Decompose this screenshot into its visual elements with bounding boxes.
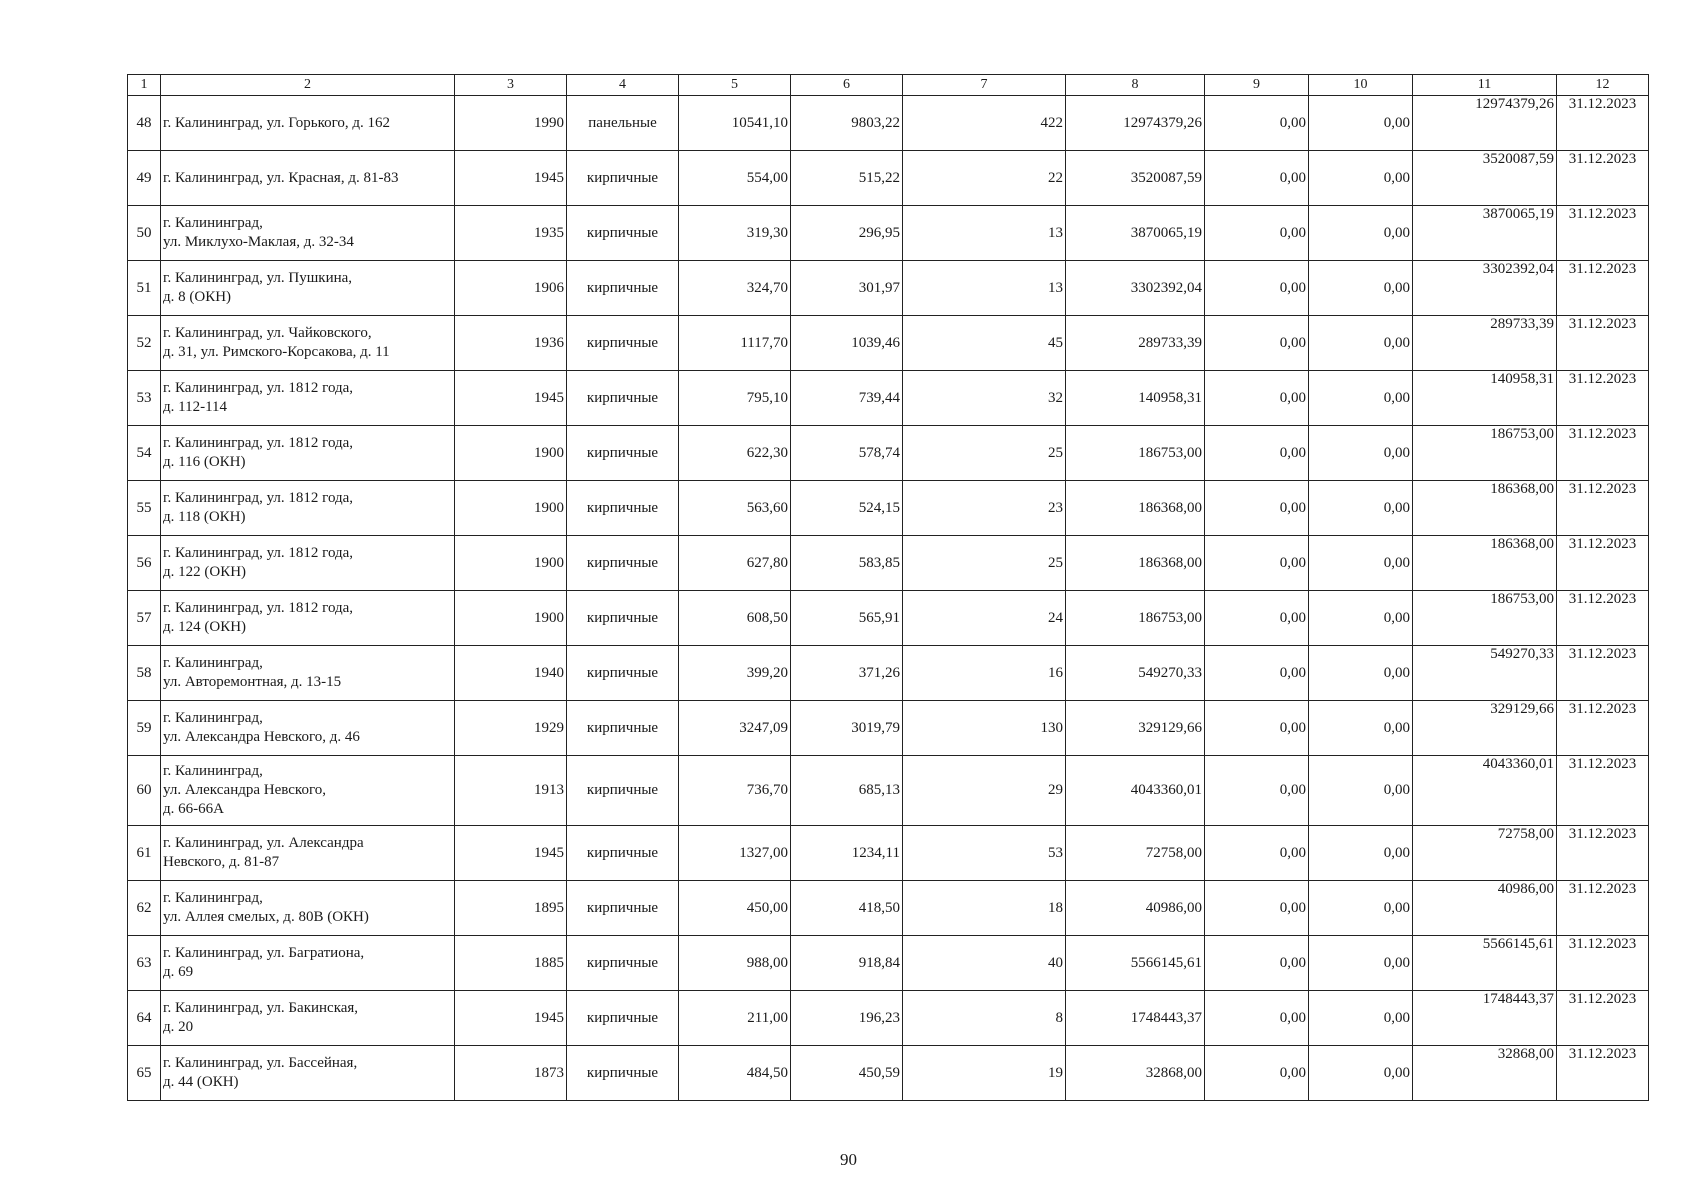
wall-material-cell: кирпичные bbox=[567, 371, 679, 426]
wall-material-cell: кирпичные bbox=[567, 536, 679, 591]
address-cell bbox=[161, 881, 455, 936]
total-cost-cell: 3302392,04 bbox=[1066, 261, 1205, 316]
address-line: г. Калининград, ул. Бассейная, bbox=[163, 1055, 358, 1071]
residents-cell: 422 bbox=[903, 96, 1066, 151]
cost-cell: 186753,00 bbox=[1413, 591, 1557, 646]
address-cell bbox=[161, 536, 455, 591]
wall-material-cell: кирпичные bbox=[567, 426, 679, 481]
cost-cell: 329129,66 bbox=[1413, 701, 1557, 756]
wall-material-cell: панельные bbox=[567, 96, 679, 151]
value-cell: 0,00 bbox=[1205, 206, 1309, 261]
table-row bbox=[128, 536, 1649, 591]
wall-material-cell: кирпичные bbox=[567, 1046, 679, 1101]
value-cell: 0,00 bbox=[1205, 481, 1309, 536]
address-line: д. 20 bbox=[163, 1019, 194, 1035]
residents-cell: 24 bbox=[903, 591, 1066, 646]
total-cost-cell: 1748443,37 bbox=[1066, 991, 1205, 1046]
cost-cell: 3302392,04 bbox=[1413, 261, 1557, 316]
value-cell: 0,00 bbox=[1309, 426, 1413, 481]
total-cost-cell: 289733,39 bbox=[1066, 316, 1205, 371]
address-cell bbox=[161, 826, 455, 881]
address-line: г. Калининград, bbox=[163, 655, 263, 671]
total-cost-cell: 12974379,26 bbox=[1066, 96, 1205, 151]
address-cell bbox=[161, 701, 455, 756]
page-number: 90 bbox=[840, 1150, 857, 1169]
address-cell bbox=[161, 316, 455, 371]
column-header: 1 bbox=[128, 75, 161, 96]
total-cost-cell: 186368,00 bbox=[1066, 536, 1205, 591]
total-cost-cell: 40986,00 bbox=[1066, 881, 1205, 936]
cost-cell: 32868,00 bbox=[1413, 1046, 1557, 1101]
address-cell bbox=[161, 936, 455, 991]
value-cell: 0,00 bbox=[1205, 1046, 1309, 1101]
wall-material-cell: кирпичные bbox=[567, 316, 679, 371]
year-cell: 1929 bbox=[455, 701, 567, 756]
date-cell: 31.12.2023 bbox=[1557, 591, 1649, 646]
cost-cell: 4043360,01 bbox=[1413, 756, 1557, 826]
living-area-cell: 918,84 bbox=[791, 936, 903, 991]
address-line: г. Калининград, bbox=[163, 215, 263, 231]
value-cell: 0,00 bbox=[1205, 646, 1309, 701]
address-line: г. Калининград, bbox=[163, 890, 263, 906]
address-line: д. 31, ул. Римского-Корсакова, д. 11 bbox=[163, 344, 390, 360]
address-line: д. 122 (ОКН) bbox=[163, 564, 247, 580]
residents-cell: 40 bbox=[903, 936, 1066, 991]
address-line: д. 118 (ОКН) bbox=[163, 509, 246, 525]
column-number-header bbox=[128, 75, 1649, 96]
value-cell: 0,00 bbox=[1309, 591, 1413, 646]
address-cell bbox=[161, 481, 455, 536]
total-cost-cell: 3520087,59 bbox=[1066, 151, 1205, 206]
row-number-cell: 59 bbox=[128, 701, 161, 756]
column-header: 6 bbox=[791, 75, 903, 96]
value-cell: 0,00 bbox=[1205, 591, 1309, 646]
residents-cell: 25 bbox=[903, 426, 1066, 481]
value-cell: 0,00 bbox=[1309, 96, 1413, 151]
date-cell: 31.12.2023 bbox=[1557, 881, 1649, 936]
address-line: г. Калининград, bbox=[163, 763, 263, 779]
total-cost-cell: 549270,33 bbox=[1066, 646, 1205, 701]
date-cell: 31.12.2023 bbox=[1557, 481, 1649, 536]
value-cell: 0,00 bbox=[1309, 151, 1413, 206]
address-line: ул. Миклухо-Маклая, д. 32-34 bbox=[163, 234, 354, 250]
table-row bbox=[128, 826, 1649, 881]
year-cell: 1945 bbox=[455, 371, 567, 426]
residents-cell: 19 bbox=[903, 1046, 1066, 1101]
total-cost-cell: 186753,00 bbox=[1066, 591, 1205, 646]
wall-material-cell: кирпичные bbox=[567, 151, 679, 206]
date-cell: 31.12.2023 bbox=[1557, 316, 1649, 371]
row-number-cell: 52 bbox=[128, 316, 161, 371]
address-line: г. Калининград, ул. 1812 года, bbox=[163, 545, 354, 561]
area-cell: 627,80 bbox=[679, 536, 791, 591]
date-cell: 31.12.2023 bbox=[1557, 206, 1649, 261]
column-header: 10 bbox=[1309, 75, 1413, 96]
residents-cell: 16 bbox=[903, 646, 1066, 701]
cost-cell: 186368,00 bbox=[1413, 481, 1557, 536]
wall-material-cell: кирпичные bbox=[567, 826, 679, 881]
table-row bbox=[128, 991, 1649, 1046]
wall-material-cell: кирпичные bbox=[567, 206, 679, 261]
area-cell: 1117,70 bbox=[679, 316, 791, 371]
address-cell bbox=[161, 591, 455, 646]
wall-material-cell: кирпичные bbox=[567, 481, 679, 536]
address-line: г. Калининград, ул. Багратиона, bbox=[163, 945, 365, 961]
row-number-cell: 64 bbox=[128, 991, 161, 1046]
area-cell: 563,60 bbox=[679, 481, 791, 536]
value-cell: 0,00 bbox=[1309, 991, 1413, 1046]
living-area-cell: 296,95 bbox=[791, 206, 903, 261]
value-cell: 0,00 bbox=[1205, 881, 1309, 936]
living-area-cell: 450,59 bbox=[791, 1046, 903, 1101]
year-cell: 1900 bbox=[455, 426, 567, 481]
column-header: 3 bbox=[455, 75, 567, 96]
living-area-cell: 196,23 bbox=[791, 991, 903, 1046]
address-cell bbox=[161, 646, 455, 701]
table-row bbox=[128, 481, 1649, 536]
value-cell: 0,00 bbox=[1205, 261, 1309, 316]
table-row bbox=[128, 591, 1649, 646]
area-cell: 608,50 bbox=[679, 591, 791, 646]
year-cell: 1990 bbox=[455, 96, 567, 151]
value-cell: 0,00 bbox=[1309, 261, 1413, 316]
address-line: г. Калининград, ул. 1812 года, bbox=[163, 380, 354, 396]
date-cell: 31.12.2023 bbox=[1557, 536, 1649, 591]
residents-cell: 29 bbox=[903, 756, 1066, 826]
housing-register-table bbox=[127, 74, 1649, 1101]
living-area-cell: 3019,79 bbox=[791, 701, 903, 756]
cost-cell: 186753,00 bbox=[1413, 426, 1557, 481]
row-number-cell: 62 bbox=[128, 881, 161, 936]
value-cell: 0,00 bbox=[1205, 701, 1309, 756]
table-row bbox=[128, 426, 1649, 481]
area-cell: 319,30 bbox=[679, 206, 791, 261]
area-cell: 988,00 bbox=[679, 936, 791, 991]
column-header: 9 bbox=[1205, 75, 1309, 96]
date-cell: 31.12.2023 bbox=[1557, 426, 1649, 481]
area-cell: 1327,00 bbox=[679, 826, 791, 881]
cost-cell: 289733,39 bbox=[1413, 316, 1557, 371]
row-number-cell: 53 bbox=[128, 371, 161, 426]
address-line: д. 8 (ОКН) bbox=[163, 289, 232, 305]
area-cell: 399,20 bbox=[679, 646, 791, 701]
wall-material-cell: кирпичные bbox=[567, 936, 679, 991]
living-area-cell: 739,44 bbox=[791, 371, 903, 426]
year-cell: 1945 bbox=[455, 151, 567, 206]
address-line: ул. Александра Невского, д. 46 bbox=[163, 729, 360, 745]
column-header: 12 bbox=[1557, 75, 1649, 96]
table-row bbox=[128, 646, 1649, 701]
living-area-cell: 565,91 bbox=[791, 591, 903, 646]
value-cell: 0,00 bbox=[1309, 701, 1413, 756]
area-cell: 211,00 bbox=[679, 991, 791, 1046]
area-cell: 3247,09 bbox=[679, 701, 791, 756]
row-number-cell: 55 bbox=[128, 481, 161, 536]
living-area-cell: 418,50 bbox=[791, 881, 903, 936]
year-cell: 1936 bbox=[455, 316, 567, 371]
year-cell: 1945 bbox=[455, 991, 567, 1046]
address-line: г. Калининград, ул. Александра bbox=[163, 835, 364, 851]
residents-cell: 13 bbox=[903, 261, 1066, 316]
area-cell: 484,50 bbox=[679, 1046, 791, 1101]
value-cell: 0,00 bbox=[1309, 826, 1413, 881]
date-cell: 31.12.2023 bbox=[1557, 261, 1649, 316]
residents-cell: 53 bbox=[903, 826, 1066, 881]
value-cell: 0,00 bbox=[1309, 1046, 1413, 1101]
cost-cell: 186368,00 bbox=[1413, 536, 1557, 591]
table-row bbox=[128, 756, 1649, 826]
value-cell: 0,00 bbox=[1205, 536, 1309, 591]
row-number-cell: 65 bbox=[128, 1046, 161, 1101]
cost-cell: 72758,00 bbox=[1413, 826, 1557, 881]
table-row bbox=[128, 936, 1649, 991]
column-header: 7 bbox=[903, 75, 1066, 96]
date-cell: 31.12.2023 bbox=[1557, 371, 1649, 426]
address-line: г. Калининград, ул. Красная, д. 81-83 bbox=[163, 169, 399, 186]
residents-cell: 32 bbox=[903, 371, 1066, 426]
total-cost-cell: 140958,31 bbox=[1066, 371, 1205, 426]
cost-cell: 3870065,19 bbox=[1413, 206, 1557, 261]
year-cell: 1885 bbox=[455, 936, 567, 991]
value-cell: 0,00 bbox=[1309, 481, 1413, 536]
total-cost-cell: 4043360,01 bbox=[1066, 756, 1205, 826]
address-line: ул. Аллея смелых, д. 80В (ОКН) bbox=[163, 909, 369, 925]
address-line: ул. Александра Невского, bbox=[163, 782, 326, 798]
wall-material-cell: кирпичные bbox=[567, 991, 679, 1046]
table-row bbox=[128, 1046, 1649, 1101]
address-cell bbox=[161, 1046, 455, 1101]
year-cell: 1945 bbox=[455, 826, 567, 881]
address-line: д. 66-66А bbox=[163, 801, 224, 817]
address-line: г. Калининград, ул. Чайковского, bbox=[163, 325, 372, 341]
wall-material-cell: кирпичные bbox=[567, 591, 679, 646]
value-cell: 0,00 bbox=[1309, 756, 1413, 826]
value-cell: 0,00 bbox=[1205, 991, 1309, 1046]
table-row bbox=[128, 151, 1649, 206]
address-line: г. Калининград, bbox=[163, 710, 263, 726]
date-cell: 31.12.2023 bbox=[1557, 646, 1649, 701]
address-cell bbox=[161, 991, 455, 1046]
date-cell: 31.12.2023 bbox=[1557, 756, 1649, 826]
area-cell: 450,00 bbox=[679, 881, 791, 936]
table-row bbox=[128, 371, 1649, 426]
value-cell: 0,00 bbox=[1309, 316, 1413, 371]
address-line: д. 124 (ОКН) bbox=[163, 619, 247, 635]
row-number-cell: 49 bbox=[128, 151, 161, 206]
row-number-cell: 56 bbox=[128, 536, 161, 591]
area-cell: 736,70 bbox=[679, 756, 791, 826]
address-line: ул. Авторемонтная, д. 13-15 bbox=[163, 674, 342, 690]
area-cell: 795,10 bbox=[679, 371, 791, 426]
value-cell: 0,00 bbox=[1205, 96, 1309, 151]
address-line: г. Калининград, ул. 1812 года, bbox=[163, 435, 354, 451]
wall-material-cell: кирпичные bbox=[567, 756, 679, 826]
address-line: г. Калининград, ул. Бакинская, bbox=[163, 1000, 359, 1016]
year-cell: 1900 bbox=[455, 481, 567, 536]
value-cell: 0,00 bbox=[1205, 756, 1309, 826]
address-line: д. 69 bbox=[163, 964, 194, 980]
total-cost-cell: 3870065,19 bbox=[1066, 206, 1205, 261]
cost-cell: 1748443,37 bbox=[1413, 991, 1557, 1046]
residents-cell: 25 bbox=[903, 536, 1066, 591]
residents-cell: 8 bbox=[903, 991, 1066, 1046]
address-cell bbox=[161, 756, 455, 826]
row-number-cell: 61 bbox=[128, 826, 161, 881]
value-cell: 0,00 bbox=[1205, 936, 1309, 991]
table-row bbox=[128, 261, 1649, 316]
table-row bbox=[128, 316, 1649, 371]
address-line: г. Калининград, ул. 1812 года, bbox=[163, 600, 354, 616]
living-area-cell: 371,26 bbox=[791, 646, 903, 701]
address-cell bbox=[161, 206, 455, 261]
column-header: 8 bbox=[1066, 75, 1205, 96]
cost-cell: 549270,33 bbox=[1413, 646, 1557, 701]
residents-cell: 130 bbox=[903, 701, 1066, 756]
address-line: г. Калининград, ул. Пушкина, bbox=[163, 270, 353, 286]
wall-material-cell: кирпичные bbox=[567, 881, 679, 936]
address-cell bbox=[161, 261, 455, 316]
row-number-cell: 60 bbox=[128, 756, 161, 826]
value-cell: 0,00 bbox=[1309, 881, 1413, 936]
year-cell: 1900 bbox=[455, 591, 567, 646]
row-number-cell: 58 bbox=[128, 646, 161, 701]
year-cell: 1913 bbox=[455, 756, 567, 826]
address-line: г. Калининград, ул. 1812 года, bbox=[163, 490, 354, 506]
value-cell: 0,00 bbox=[1205, 426, 1309, 481]
area-cell: 324,70 bbox=[679, 261, 791, 316]
address-line: д. 116 (ОКН) bbox=[163, 454, 246, 470]
address-line: Невского, д. 81-87 bbox=[163, 854, 280, 870]
year-cell: 1873 bbox=[455, 1046, 567, 1101]
value-cell: 0,00 bbox=[1205, 316, 1309, 371]
value-cell: 0,00 bbox=[1205, 151, 1309, 206]
column-header: 4 bbox=[567, 75, 679, 96]
area-cell: 10541,10 bbox=[679, 96, 791, 151]
year-cell: 1935 bbox=[455, 206, 567, 261]
cost-cell: 5566145,61 bbox=[1413, 936, 1557, 991]
date-cell: 31.12.2023 bbox=[1557, 826, 1649, 881]
column-header: 5 bbox=[679, 75, 791, 96]
year-cell: 1895 bbox=[455, 881, 567, 936]
living-area-cell: 1234,11 bbox=[791, 826, 903, 881]
wall-material-cell: кирпичные bbox=[567, 701, 679, 756]
address-line: д. 44 (ОКН) bbox=[163, 1074, 239, 1090]
residents-cell: 22 bbox=[903, 151, 1066, 206]
living-area-cell: 524,15 bbox=[791, 481, 903, 536]
year-cell: 1906 bbox=[455, 261, 567, 316]
row-number-cell: 50 bbox=[128, 206, 161, 261]
wall-material-cell: кирпичные bbox=[567, 261, 679, 316]
address-line: г. Калининград, ул. Горького, д. 162 bbox=[163, 114, 391, 131]
wall-material-cell: кирпичные bbox=[567, 646, 679, 701]
cost-cell: 140958,31 bbox=[1413, 371, 1557, 426]
row-number-cell: 51 bbox=[128, 261, 161, 316]
address-cell bbox=[161, 371, 455, 426]
total-cost-cell: 329129,66 bbox=[1066, 701, 1205, 756]
living-area-cell: 1039,46 bbox=[791, 316, 903, 371]
living-area-cell: 578,74 bbox=[791, 426, 903, 481]
table-row bbox=[128, 701, 1649, 756]
row-number-cell: 63 bbox=[128, 936, 161, 991]
living-area-cell: 583,85 bbox=[791, 536, 903, 591]
column-header: 11 bbox=[1413, 75, 1557, 96]
value-cell: 0,00 bbox=[1309, 936, 1413, 991]
table-row bbox=[128, 96, 1649, 151]
value-cell: 0,00 bbox=[1205, 826, 1309, 881]
row-number-cell: 57 bbox=[128, 591, 161, 646]
address-cell bbox=[161, 151, 455, 206]
table-row bbox=[128, 206, 1649, 261]
cost-cell: 3520087,59 bbox=[1413, 151, 1557, 206]
value-cell: 0,00 bbox=[1309, 646, 1413, 701]
row-number-cell: 48 bbox=[128, 96, 161, 151]
total-cost-cell: 186753,00 bbox=[1066, 426, 1205, 481]
living-area-cell: 515,22 bbox=[791, 151, 903, 206]
address-line: д. 112-114 bbox=[163, 399, 228, 415]
year-cell: 1940 bbox=[455, 646, 567, 701]
total-cost-cell: 72758,00 bbox=[1066, 826, 1205, 881]
total-cost-cell: 32868,00 bbox=[1066, 1046, 1205, 1101]
column-header: 2 bbox=[161, 75, 455, 96]
total-cost-cell: 186368,00 bbox=[1066, 481, 1205, 536]
table-row bbox=[128, 881, 1649, 936]
residents-cell: 13 bbox=[903, 206, 1066, 261]
area-cell: 554,00 bbox=[679, 151, 791, 206]
area-cell: 622,30 bbox=[679, 426, 791, 481]
date-cell: 31.12.2023 bbox=[1557, 151, 1649, 206]
cost-cell: 40986,00 bbox=[1413, 881, 1557, 936]
row-number-cell: 54 bbox=[128, 426, 161, 481]
value-cell: 0,00 bbox=[1309, 371, 1413, 426]
value-cell: 0,00 bbox=[1309, 206, 1413, 261]
living-area-cell: 685,13 bbox=[791, 756, 903, 826]
total-cost-cell: 5566145,61 bbox=[1066, 936, 1205, 991]
date-cell: 31.12.2023 bbox=[1557, 96, 1649, 151]
living-area-cell: 301,97 bbox=[791, 261, 903, 316]
residents-cell: 23 bbox=[903, 481, 1066, 536]
cost-cell: 12974379,26 bbox=[1413, 96, 1557, 151]
value-cell: 0,00 bbox=[1309, 536, 1413, 591]
date-cell: 31.12.2023 bbox=[1557, 936, 1649, 991]
living-area-cell: 9803,22 bbox=[791, 96, 903, 151]
residents-cell: 18 bbox=[903, 881, 1066, 936]
date-cell: 31.12.2023 bbox=[1557, 1046, 1649, 1101]
residents-cell: 45 bbox=[903, 316, 1066, 371]
address-cell bbox=[161, 96, 455, 151]
year-cell: 1900 bbox=[455, 536, 567, 591]
date-cell: 31.12.2023 bbox=[1557, 991, 1649, 1046]
date-cell: 31.12.2023 bbox=[1557, 701, 1649, 756]
value-cell: 0,00 bbox=[1205, 371, 1309, 426]
address-cell bbox=[161, 426, 455, 481]
